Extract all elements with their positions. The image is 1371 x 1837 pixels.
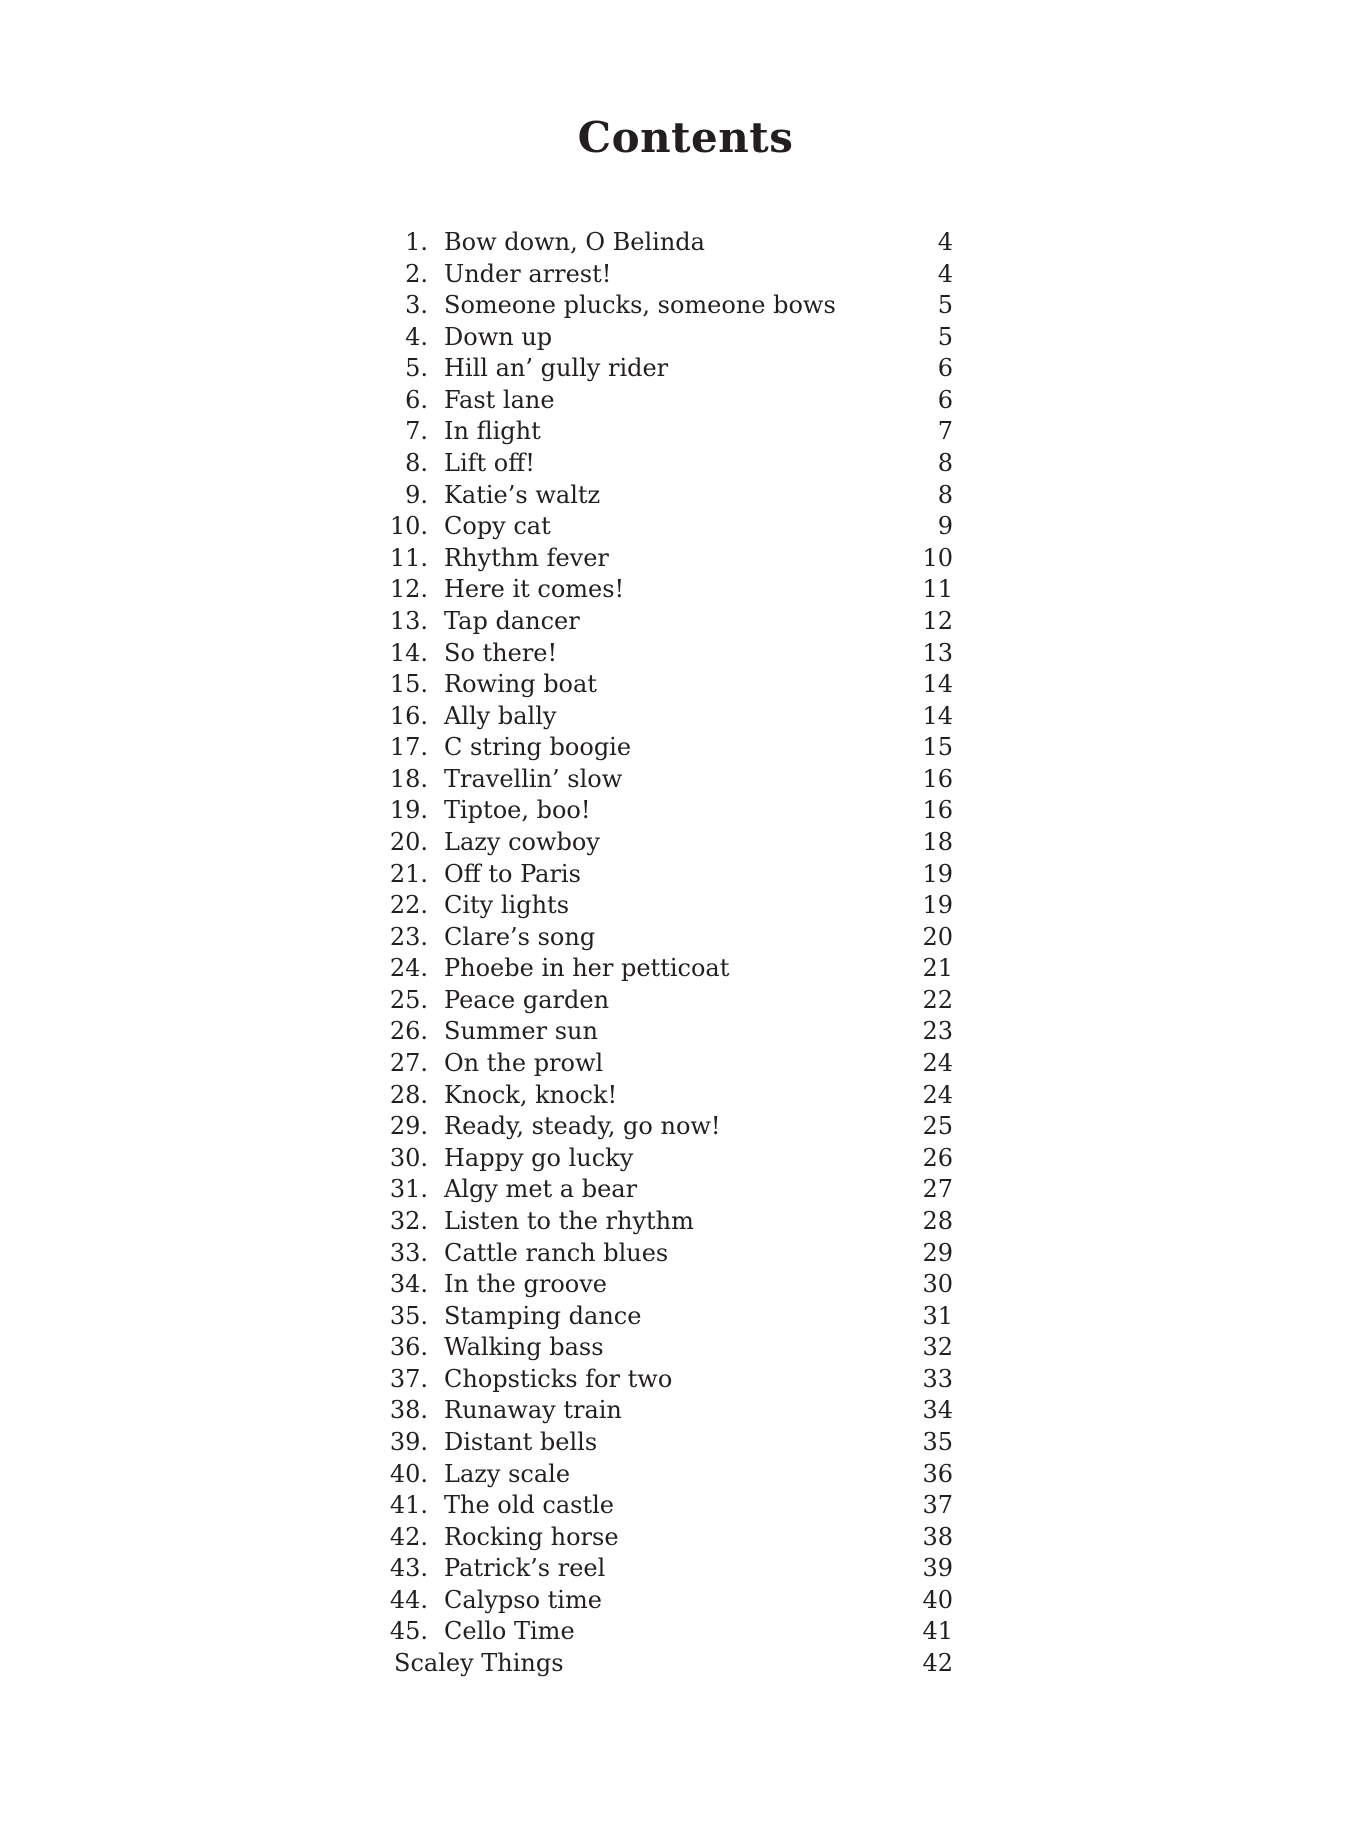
entry-title: Happy go lucky	[444, 1143, 634, 1172]
entry-page-number: 6	[937, 354, 953, 383]
contents-entry	[388, 1080, 953, 1112]
entry-title: The old castle	[444, 1491, 615, 1520]
entry-number: 26.	[389, 1017, 428, 1046]
entry-number: 5.	[405, 354, 428, 383]
entry-number: 6.	[405, 385, 428, 414]
entry-title: Lazy scale	[444, 1459, 571, 1488]
entry-title: Lift off!	[444, 449, 535, 478]
entry-page-number: 8	[937, 449, 953, 478]
contents-entry	[388, 764, 953, 796]
contents-entry	[388, 1301, 953, 1333]
contents-entry	[388, 1427, 953, 1459]
entry-number: 1.	[405, 228, 428, 256]
entry-page-number: 12	[922, 606, 953, 635]
entry-number: 14.	[389, 638, 428, 667]
entry-number: 22.	[389, 891, 428, 920]
entry-number: 9.	[405, 480, 428, 509]
entry-number: 2.	[405, 259, 428, 288]
entry-page-number: 31	[922, 1301, 953, 1330]
entry-number: 45.	[389, 1617, 428, 1646]
entry-page-number: 28	[922, 1206, 953, 1235]
contents-entry	[388, 795, 953, 827]
entry-title: Chopsticks for two	[444, 1364, 673, 1393]
entry-page-number: 20	[922, 922, 953, 951]
entry-number: 38.	[389, 1396, 428, 1425]
entry-title: Ally bally	[444, 701, 557, 730]
entry-page-number: 19	[922, 859, 953, 888]
entry-page-number: 4	[937, 228, 953, 256]
entry-title: Walking bass	[444, 1333, 604, 1362]
contents-entry	[388, 1048, 953, 1080]
entry-page-number: 33	[922, 1364, 953, 1393]
entry-title: Tap dancer	[444, 606, 580, 635]
entry-title: Knock, knock!	[444, 1080, 618, 1109]
entry-title: Hill an’ gully rider	[444, 354, 669, 383]
entry-page-number: 29	[922, 1238, 953, 1267]
contents-entry	[388, 1522, 953, 1554]
entry-page-number: 14	[922, 701, 953, 730]
entry-title: Copy cat	[444, 512, 551, 541]
entry-title: Ready, steady, go now!	[444, 1112, 721, 1141]
entry-number: 36.	[389, 1333, 428, 1362]
contents-entry	[388, 1206, 953, 1238]
entry-number: 31.	[389, 1175, 428, 1204]
contents-entry	[388, 1490, 953, 1522]
contents-entry	[388, 227, 953, 259]
entry-number: 42.	[389, 1522, 428, 1551]
entry-page-number: 9	[937, 512, 953, 541]
entry-number: 3.	[405, 291, 428, 320]
entry-number: 16.	[389, 701, 428, 730]
contents-entry	[388, 480, 953, 512]
entry-number: 29.	[389, 1112, 428, 1141]
entry-number: 4.	[405, 322, 428, 351]
contents-entry	[388, 1174, 953, 1206]
entry-page-number: 38	[922, 1522, 953, 1551]
contents-entry	[388, 669, 953, 701]
entry-page-number: 27	[922, 1175, 953, 1204]
entry-title: Runaway train	[444, 1396, 622, 1425]
contents-entry	[388, 1016, 953, 1048]
entry-title: Fast lane	[444, 385, 555, 414]
entry-number: 27.	[389, 1049, 428, 1078]
entry-number: 41.	[389, 1491, 428, 1520]
entry-title: Phoebe in her petticoat	[444, 954, 730, 983]
entry-page-number: 39	[922, 1554, 953, 1583]
entry-number: 39.	[389, 1427, 428, 1456]
entry-number: 8.	[405, 449, 428, 478]
entry-title: C string boogie	[444, 733, 632, 762]
entry-page-number: 7	[937, 417, 953, 446]
entry-title: Under arrest!	[444, 259, 612, 288]
entry-title: Bow down, O Belinda	[444, 228, 705, 256]
entry-page-number: 24	[922, 1049, 953, 1078]
entry-page-number: 15	[922, 733, 953, 762]
entry-title: Scaley Things	[394, 1649, 564, 1678]
entry-title: In flight	[444, 417, 541, 446]
entry-number: 12.	[389, 575, 428, 604]
entry-page-number: 34	[922, 1396, 953, 1425]
entry-title: Summer sun	[444, 1017, 598, 1046]
entry-page-number: 4	[937, 259, 953, 288]
entry-number: 13.	[389, 606, 428, 635]
contents-entry	[388, 1111, 953, 1143]
entry-page-number: 13	[922, 638, 953, 667]
contents-entry	[388, 922, 953, 954]
entry-title: Stamping dance	[444, 1301, 642, 1330]
contents-entry	[388, 1364, 953, 1396]
entry-title: Calypso time	[444, 1585, 602, 1614]
contents-entry	[388, 827, 953, 859]
entry-page-number: 35	[922, 1427, 953, 1456]
entry-page-number: 24	[922, 1080, 953, 1109]
entry-page-number: 37	[922, 1491, 953, 1520]
contents-entry	[388, 353, 953, 385]
entry-page-number: 36	[922, 1459, 953, 1488]
contents-entry	[388, 511, 953, 543]
entry-number: 32.	[389, 1206, 428, 1235]
entry-page-number: 41	[922, 1617, 953, 1646]
contents-entry	[388, 416, 953, 448]
entry-title: Peace garden	[444, 985, 610, 1014]
entry-number: 30.	[389, 1143, 428, 1172]
contents-entry	[388, 574, 953, 606]
entry-page-number: 14	[922, 670, 953, 699]
contents-entry	[388, 953, 953, 985]
entry-number: 23.	[389, 922, 428, 951]
entry-number: 33.	[389, 1238, 428, 1267]
entry-title: Off to Paris	[444, 859, 581, 888]
entry-page-number: 40	[922, 1585, 953, 1614]
entry-title: Lazy cowboy	[444, 827, 600, 856]
entry-page-number: 6	[937, 385, 953, 414]
entry-number: 24.	[389, 954, 428, 983]
entry-page-number: 22	[922, 985, 953, 1014]
entry-title: Here it comes!	[444, 575, 625, 604]
entry-number: 21.	[389, 859, 428, 888]
entry-page-number: 10	[922, 543, 953, 572]
entry-title: On the prowl	[444, 1049, 604, 1078]
entry-page-number: 5	[937, 322, 953, 351]
entry-number: 18.	[389, 764, 428, 793]
entry-title: Rocking horse	[444, 1522, 619, 1551]
entry-number: 7.	[405, 417, 428, 446]
entry-title: So there!	[444, 638, 558, 667]
entry-number: 28.	[389, 1080, 428, 1109]
entry-number: 11.	[389, 543, 428, 572]
contents-entry	[388, 1648, 953, 1680]
contents-entry	[388, 1143, 953, 1175]
entry-page-number: 16	[922, 796, 953, 825]
page-title: Contents	[577, 113, 794, 162]
contents-entry	[388, 259, 953, 291]
entry-number: 25.	[389, 985, 428, 1014]
contents-entry	[388, 1269, 953, 1301]
entry-title: Patrick’s reel	[444, 1554, 606, 1583]
contents-entry	[388, 1332, 953, 1364]
contents-entry	[388, 290, 953, 322]
contents-entry	[388, 1459, 953, 1491]
entry-page-number: 18	[922, 827, 953, 856]
entry-title: Someone plucks, someone bows	[444, 291, 836, 320]
entry-number: 37.	[389, 1364, 428, 1393]
entry-title: In the groove	[444, 1270, 607, 1299]
entry-title: City lights	[444, 891, 570, 920]
contents-entry	[388, 385, 953, 417]
contents-entry	[388, 638, 953, 670]
contents-entry	[388, 1553, 953, 1585]
contents-entry	[388, 1238, 953, 1270]
contents-entry	[388, 701, 953, 733]
entry-number: 34.	[389, 1270, 428, 1299]
contents-entry	[388, 859, 953, 891]
contents-entry	[388, 1585, 953, 1617]
entry-title: Rhythm fever	[444, 543, 609, 572]
entry-title: Katie’s waltz	[444, 480, 601, 509]
entry-title: Cattle ranch blues	[444, 1238, 669, 1267]
entry-number: 44.	[389, 1585, 428, 1614]
entry-page-number: 25	[922, 1112, 953, 1141]
entry-page-number: 5	[937, 291, 953, 320]
entry-title: Cello Time	[444, 1617, 575, 1646]
entry-page-number: 16	[922, 764, 953, 793]
entry-title: Down up	[444, 322, 553, 351]
entry-title: Tiptoe, boo!	[444, 796, 591, 825]
contents-entry	[388, 1395, 953, 1427]
entry-title: Clare’s song	[444, 922, 596, 951]
entry-title: Travellin’ slow	[444, 764, 623, 793]
contents-entry	[388, 890, 953, 922]
entry-page-number: 32	[922, 1333, 953, 1362]
entry-number: 10.	[389, 512, 428, 541]
entry-number: 35.	[389, 1301, 428, 1330]
entry-number: 40.	[389, 1459, 428, 1488]
contents-entry	[388, 606, 953, 638]
contents-entry	[388, 1616, 953, 1648]
entry-number: 15.	[389, 670, 428, 699]
entry-title: Algy met a bear	[444, 1175, 638, 1204]
entry-page-number: 21	[922, 954, 953, 983]
entry-title: Rowing boat	[444, 670, 597, 699]
contents-entry	[388, 448, 953, 480]
entry-page-number: 42	[922, 1649, 953, 1678]
contents-entry	[388, 985, 953, 1017]
entry-number: 19.	[389, 796, 428, 825]
entry-page-number: 26	[922, 1143, 953, 1172]
contents-entry	[388, 732, 953, 764]
entry-number: 43.	[389, 1554, 428, 1583]
entry-page-number: 23	[922, 1017, 953, 1046]
entry-page-number: 11	[922, 575, 953, 604]
entry-number: 20.	[389, 827, 428, 856]
contents-entry	[388, 543, 953, 575]
contents-list	[388, 227, 953, 1680]
entry-page-number: 30	[922, 1270, 953, 1299]
entry-number: 17.	[389, 733, 428, 762]
entry-page-number: 19	[922, 891, 953, 920]
entry-title: Distant bells	[444, 1427, 598, 1456]
entry-title: Listen to the rhythm	[444, 1206, 694, 1235]
entry-page-number: 8	[937, 480, 953, 509]
contents-entry	[388, 322, 953, 354]
